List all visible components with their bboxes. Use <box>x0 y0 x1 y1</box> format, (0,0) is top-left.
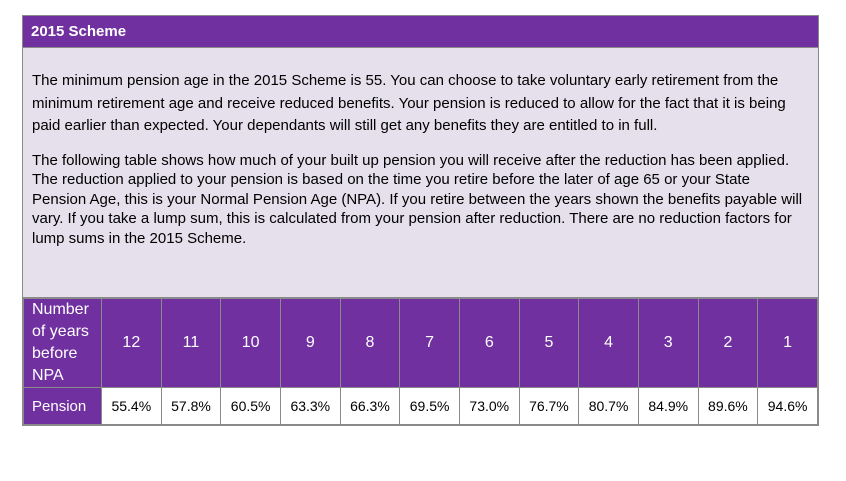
pension-cell: 55.4% <box>102 388 162 425</box>
years-cell: 7 <box>400 299 460 388</box>
years-header-cell: Number of years before NPA <box>24 299 102 388</box>
years-cell: 1 <box>758 299 818 388</box>
panel-title: 2015 Scheme <box>23 16 818 48</box>
years-cell: 10 <box>221 299 281 388</box>
years-cell: 8 <box>340 299 400 388</box>
pension-cell: 80.7% <box>579 388 639 425</box>
pension-cell: 60.5% <box>221 388 281 425</box>
pension-cell: 73.0% <box>459 388 519 425</box>
years-cell: 11 <box>161 299 221 388</box>
pension-cell: 89.6% <box>698 388 758 425</box>
years-cell: 4 <box>579 299 639 388</box>
years-cell: 3 <box>638 299 698 388</box>
years-cell: 6 <box>459 299 519 388</box>
intro-paragraph: The minimum pension age in the 2015 Scheme is 55. You can choose to take voluntary early retirement from the minimum retirement age and receive reduced benefits. Your pension is reduced to allow for the fact that it is being paid earlier than expected. Your dependants will still get any benefits they are entitled to in full. <box>32 72 786 134</box>
pension-cell: 94.6% <box>758 388 818 425</box>
pension-header-cell: Pension <box>24 388 102 425</box>
pension-cell: 66.3% <box>340 388 400 425</box>
reduction-table <box>23 298 818 425</box>
pension-cell: 69.5% <box>400 388 460 425</box>
panel-body <box>23 48 818 298</box>
years-cell: 5 <box>519 299 579 388</box>
pension-cell: 76.7% <box>519 388 579 425</box>
pension-row <box>24 388 818 425</box>
scheme-panel <box>22 15 819 426</box>
years-row <box>24 299 818 388</box>
years-cell: 12 <box>102 299 162 388</box>
pension-cell: 63.3% <box>280 388 340 425</box>
years-cell: 2 <box>698 299 758 388</box>
pension-cell: 57.8% <box>161 388 221 425</box>
table-explanation-paragraph: The following table shows how much of your built up pension you will receive after the reduction has been applied. The reduction applied to your pension is based on the time you retire before the later of age 65 or your State Pension Age, this is your Normal Pension Age (NPA). If you retire between the years shown the benefits payable will vary. If you take a lump sum, this is calculated from your pension after reduction. There are no reduction factors for lump sums in the 2015 Scheme. <box>32 151 803 247</box>
years-cell: 9 <box>280 299 340 388</box>
pension-cell: 84.9% <box>638 388 698 425</box>
